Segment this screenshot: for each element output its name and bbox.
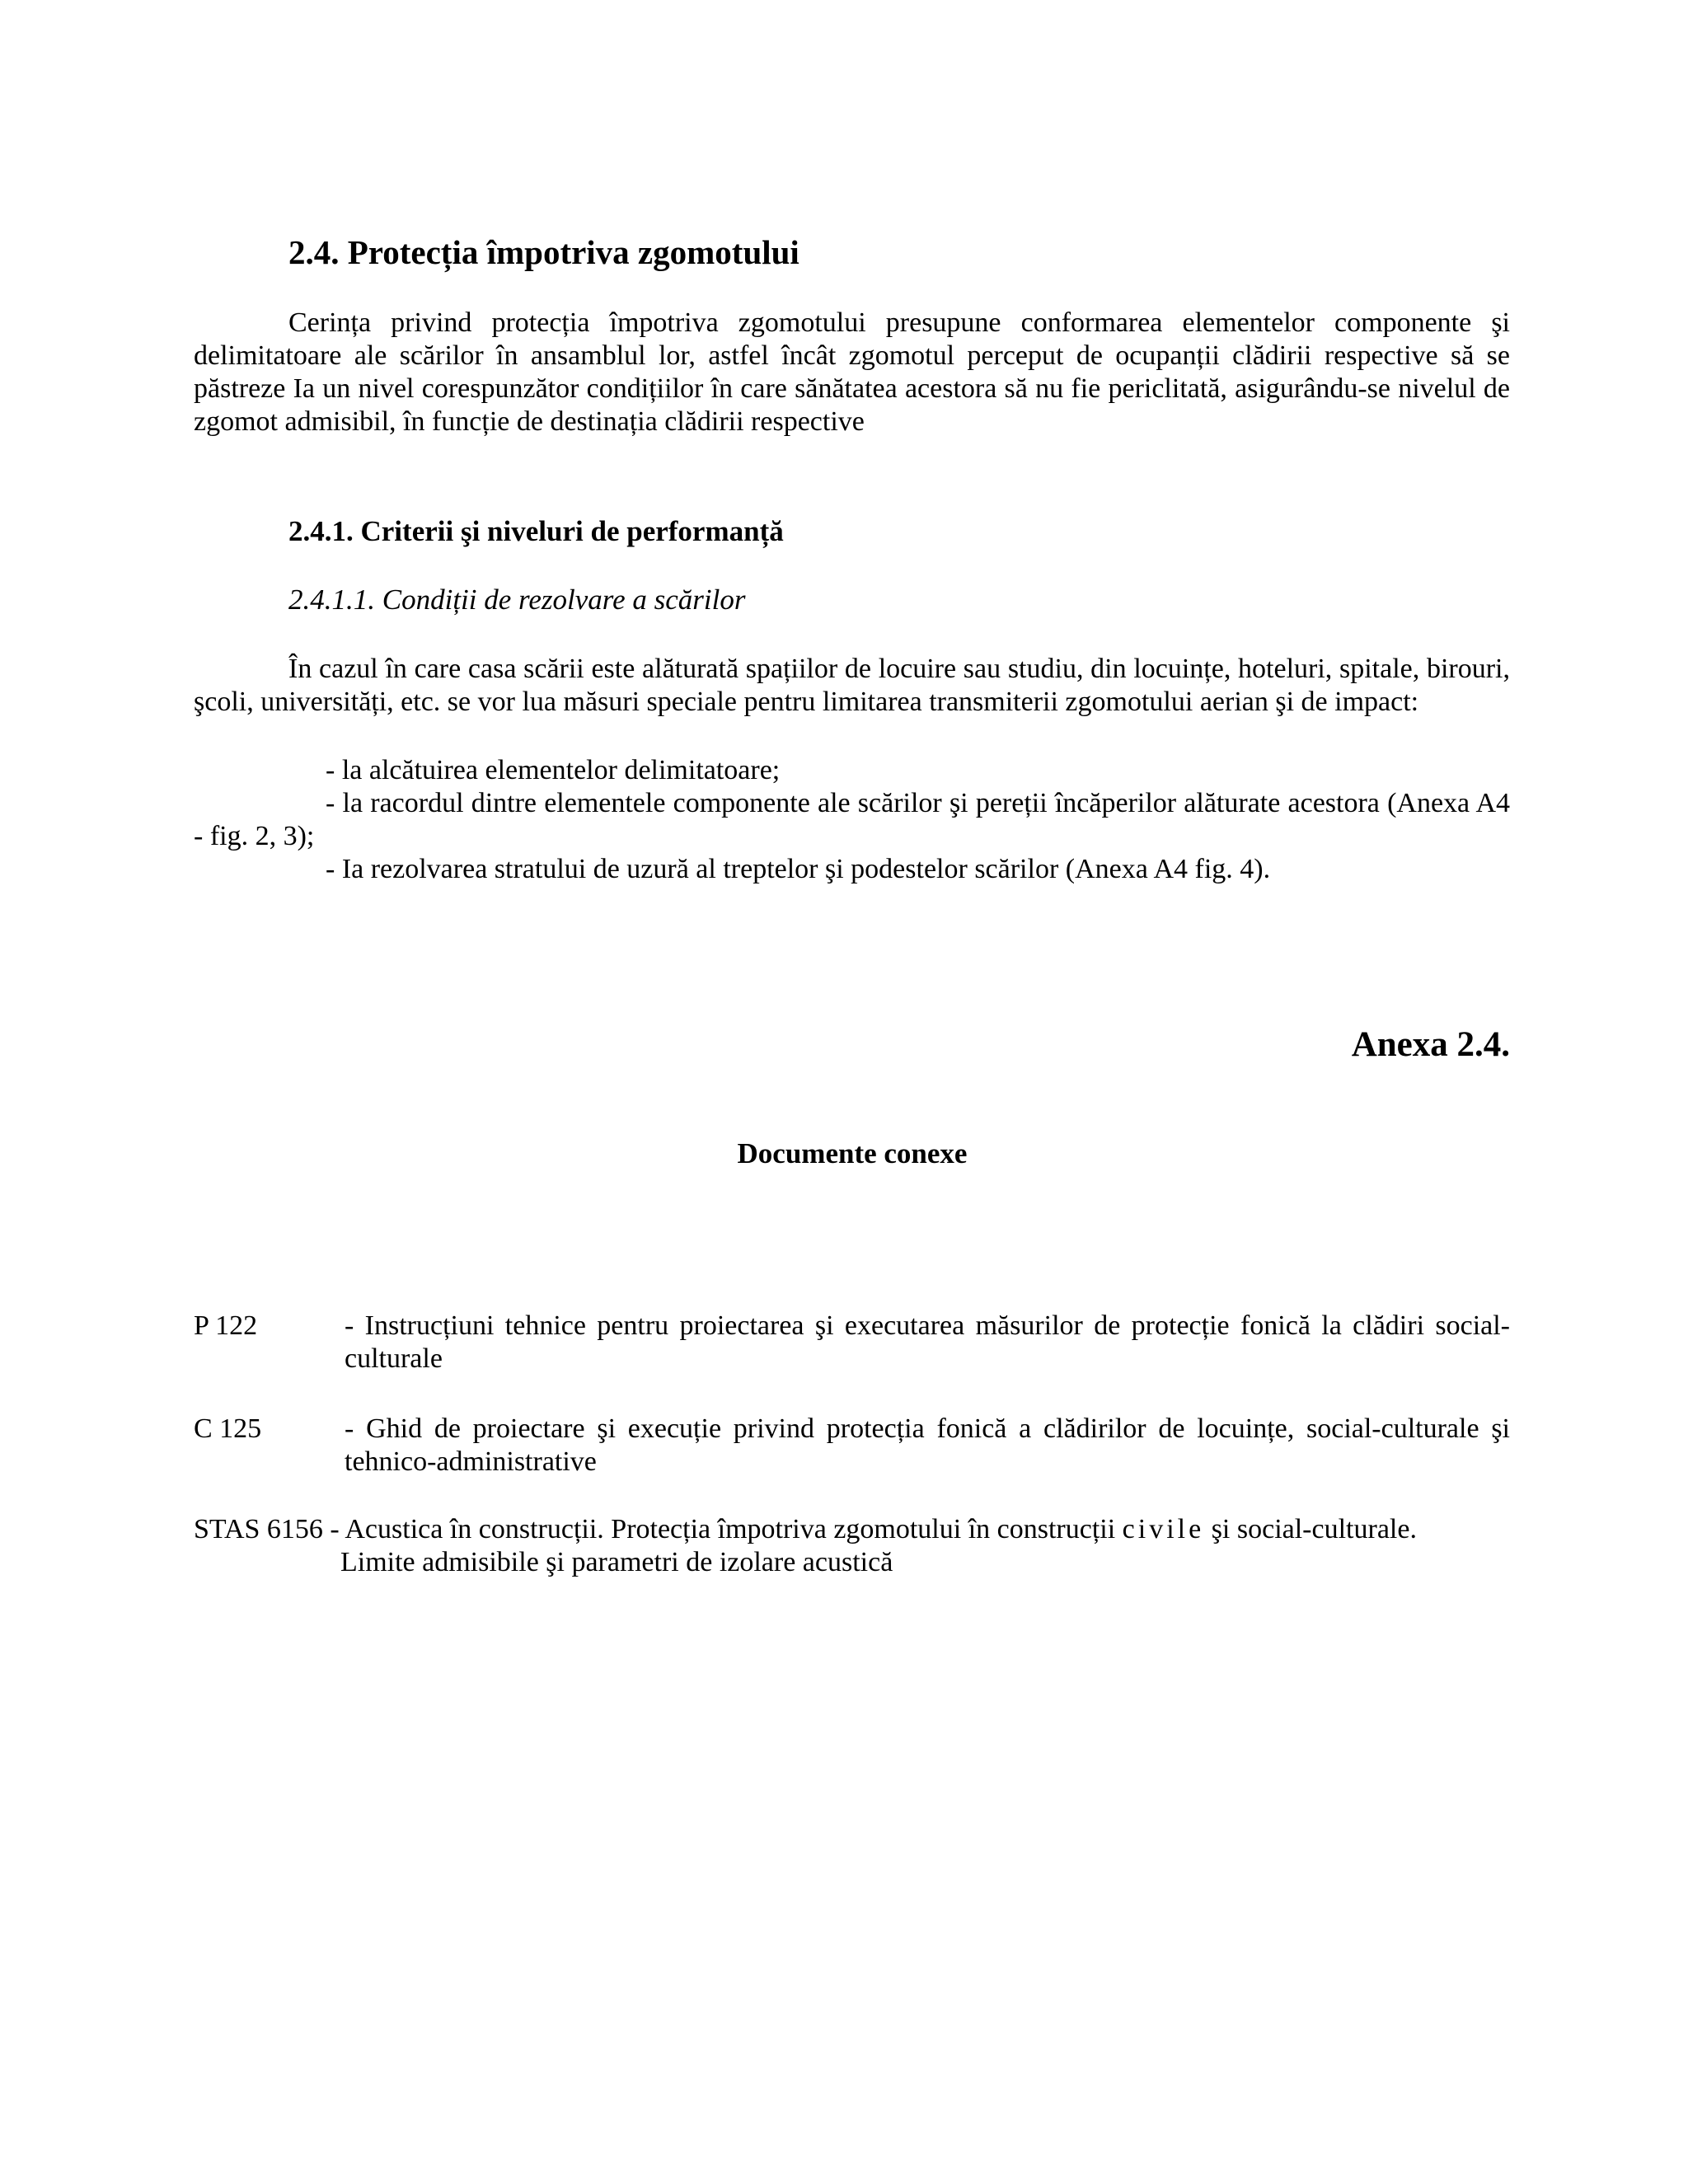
reference-entry: [194, 1310, 1510, 1376]
reference-entry: [194, 1513, 1510, 1579]
reference-code: STAS 6156: [194, 1514, 323, 1544]
reference-text-part: - Acustica în construcții. Protecția împotriva zgomotului în construcții: [322, 1514, 1123, 1544]
reference-text-part: şi social-culturale.: [1204, 1514, 1417, 1544]
reference-description: - Ghid de proiectare şi execuție privind protecția fonică a clădirilor de locuințe, social-culturale şi tehnico-administrative: [345, 1413, 1510, 1477]
conditions-paragraph: În cazul în care casa scării este alăturată spațiilor de locuire sau studiu, din locuințe, hoteluri, spitale, birouri, şcoli, universități, etc. se vor lua măsuri speciale pentru limitarea transmiterii zgomotului aerian şi de impact:: [194, 654, 1510, 717]
reference-entry: [194, 1413, 1510, 1479]
list-item: - Ia rezolvarea stratului de uzură al treptelor şi podestelor scărilor (Anexa A4 fig. 4).: [326, 854, 1271, 884]
intro-paragraph: Cerința privind protecția împotriva zgomotului presupune conformarea elementelor componente şi delimitatoare ale scărilor în ansamblul lor, astfel încât zgomotul perceput de ocupanții clădirii respective să se păstreze Ia un nivel corespunzător condițiilor în care sănătatea acestora să nu fie periclitată, asigurându-se nivelul de zgomot admisibil, în funcție de destinația clădirii respective: [194, 307, 1510, 437]
section-heading: 2.4. Protecția împotriva zgomotului: [288, 233, 799, 271]
reference-code: C 125: [194, 1413, 262, 1444]
list-item: - la alcătuirea elementelor delimitatoare;: [326, 755, 781, 785]
reference-text-spaced: civile: [1122, 1514, 1205, 1544]
related-documents-title: Documente conexe: [737, 1137, 968, 1169]
measures-list: [194, 754, 1510, 886]
reference-description: [323, 1514, 1417, 1544]
subsection-heading: 2.4.1. Criterii şi niveluri de performanță: [288, 515, 784, 547]
list-item: - la racordul dintre elementele componente ale scărilor şi pereții încăperilor alăturate acestora (Anexa A4 - fig. 2, 3);: [194, 788, 1510, 851]
reference-description: - Instrucțiuni tehnice pentru proiectarea şi executarea măsurilor de protecție fonică la clădiri social-culturale: [345, 1310, 1510, 1374]
subsubsection-heading: 2.4.1.1. Condiții de rezolvare a scărilor: [288, 583, 746, 616]
annex-title: Anexa 2.4.: [1351, 1025, 1510, 1064]
reference-code: P 122: [194, 1310, 258, 1341]
reference-description-line2: Limite admisibile şi parametri de izolare acustică: [340, 1547, 893, 1577]
